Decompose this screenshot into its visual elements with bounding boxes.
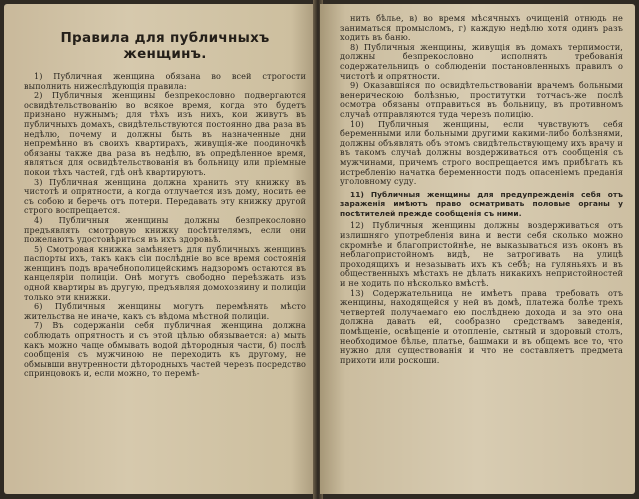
rule-paragraph: 13) Содержательница не имѣетъ права требовать отъ женщины, находящейся у ней въ домѣ, платежа болѣе трехъ четвертей получаемаго ею послѣднею дохода и за это она должна давать ей, сообразно средствамъ заведенія, помѣщеніе, освѣщеніе и отопленіе, сытный и здоровый столъ, необходимое бѣлье, платье, башмаки и въ общемъ все то, что нужно для существованія и что не составляетъ предмета прихоти или роскоши. [340, 287, 623, 365]
right-page [320, 4, 635, 494]
rule-paragraph: 9) Оказавшіяся по освидѣтельствованіи врачемъ больными венерическою болѣзнью, проститутки тотчасъ-же послѣ осмотра обязаны отправиться въ больницу, въ противномъ случаѣ отправляются туда черезъ полицію. [340, 80, 623, 119]
page-title: Правила для публичныхъ женщинъ. [60, 30, 270, 62]
rule-paragraph: нить бѣлье, в) во время мѣсячныхъ очищеній отнюдь не заниматься промысломъ, г) каждую недѣлю хотя одинъ разъ ходить въ баню. [340, 13, 623, 43]
rule-paragraph-bold: 11) Публичныя женщины для предупрежденія себя отъ зараженія имѣютъ право осматривать половые органы у посѣтителей прежде сообщенія съ ними. [340, 189, 623, 218]
rule-paragraph: 8) Публичныя женщины, живущія въ домахъ терпимости, должны безпрекословно исполнять требованія содержательницъ о соблюденіи постановленныхъ правилъ о чистотѣ и опрятности. [340, 41, 623, 81]
rule-paragraph: 2) Публичныя женщины безпрекословно подвергаются освидѣтельствованію во всякое время, когда это будетъ признано нужнымъ; для тѣхъ изъ нихъ, кои живутъ въ публичныхъ домахъ, свидѣтельствуются постоянно два раза въ недѣлю, почему и должны быть въ назначенные дни непремѣнно въ своихъ квартирахъ, живущія-же поодиночкѣ обязаны также два раза въ недѣлю, въ опредѣленное время, являться для освидѣтельствованія въ больницу или пріемные покои тѣхъ частей, гдѣ онѣ квартируютъ. [24, 90, 306, 177]
rule-paragraph: 5) Смотровая книжка замѣняетъ для публичныхъ женщинъ паспорты ихъ, такъ какъ сіи послѣдніе во все время состоянія женщинъ подъ врачебнополицейскимъ надзоромъ остаются въ канцеляріи полиціи. Онѣ могутъ свободно переѣзжать изъ одной квартиры въ другую, предъявляя домохозяину и полиціи только эти книжки. [24, 243, 306, 302]
rule-paragraph: 7) Въ содержаніи себя публичная женщина должна соблюдать опрятность и съ этой цѣлью обязывается: а) мыть какъ можно чаще обмывать водой дѣтородныя части, б) послѣ сообщенія съ мужчиною не переходить къ другому, не обмывши внутренности дѣтородныхъ частей черезъ посредство спринцовокъ и, если можно, то перемѣ- [24, 320, 306, 379]
rule-paragraph: 1) Публичная женщина обязана во всей строгости выполнить нижеслѣдующія правила: [24, 71, 306, 91]
rule-paragraph: 4) Публичныя женщины должны безпрекословно предъявлять смотровую книжку посѣтителямъ, если они пожелаютъ удостовѣриться въ ихъ здоровьѣ. [24, 214, 306, 245]
left-page [4, 4, 316, 494]
rule-paragraph: 6) Публичныя женщины могутъ перемѣнять мѣсто жительства не иначе, какъ съ вѣдома мѣстной полиціи. [24, 301, 306, 321]
rule-paragraph: 10) Публичныя женщины, если чувствуютъ себя беременными или больными другими какими-либо болѣзнями, должны объявлять объ этомъ свидѣтельствующему ихъ врачу и въ такомъ случаѣ должны воздерживаться отъ сообщенія съ мужчинами, причемъ строго воспрещается имъ прибѣгать къ истребленію начатка беременности подъ опасеніемъ преданія уголовному суду. [340, 118, 623, 187]
rule-paragraph: 3) Публичная женщина должна хранить эту книжку въ чистотѣ и опрятности, а когда отлучается изъ дому, носить ее съ собою и беречь отъ потери. Передавать эту книжку другой строго воспрещается. [24, 176, 306, 216]
rule-paragraph: 12) Публичныя женщины должны воздерживаться отъ излишняго употребленія вина и вести себя сколько можно скромнѣе и благопристойнѣе, не выказываться изъ оконъ въ неблагопристойномъ видѣ, не затрогивать на улицѣ проходящихъ и незазывать ихъ къ себѣ; на гуляньяхъ и въ общественныхъ мѣстахъ не дѣлать никакихъ непристойностей и не ходить по нѣсколько вмѣстѣ. [340, 220, 623, 289]
